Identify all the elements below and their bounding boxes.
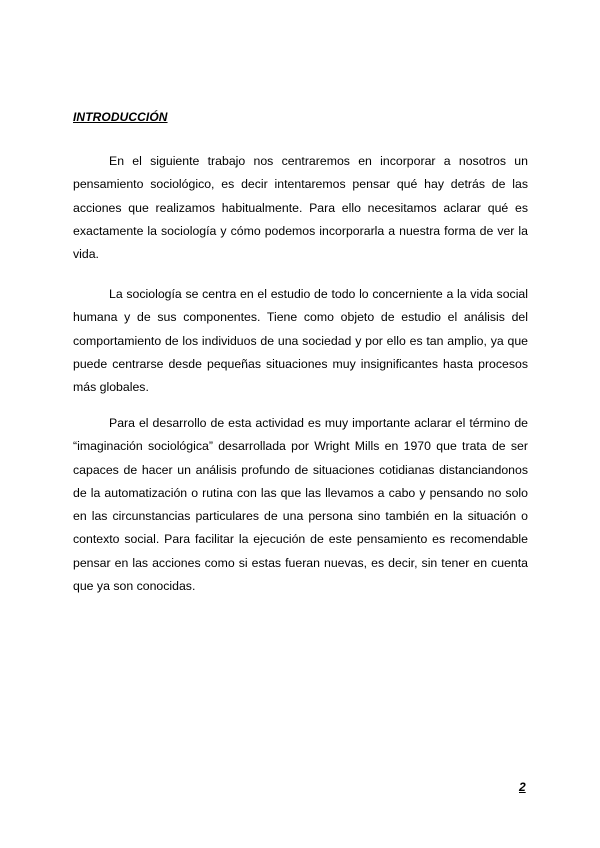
section-heading: INTRODUCCIÓN (73, 110, 168, 124)
paragraph-sociology-definition: La sociología se centra en el estudio de todo lo concerniente a la vida social humana y de sus componentes. Tiene como objeto de estudio el análisis del comportamiento de los individuos de una sociedad y por ello es tan amplio, ya que puede centrarse desde pequeñas situaciones muy insignificantes hasta procesos más globales. (73, 287, 528, 395)
paragraph-introduction: En el siguiente trabajo nos centraremos en incorporar a nosotros un pensamiento sociológico, es decir intentaremos pensar qué hay detrás de las acciones que realizamos habitualmente. Para ello necesitamos aclarar qué es exactamente la sociología y cómo podemos incorporarla a nuestra forma de ver la vida. (73, 154, 528, 262)
paragraph-sociological-imagination: Para el desarrollo de esta actividad es muy importante aclarar el término de “imaginación sociológica” desarrollada por Wright Mills en 1970 que trata de ser capaces de hacer un análisis profundo de situaciones cotidianas distanciandonos de la automatización o rutina con las que las llevamos a cabo y pensando no solo en las circunstancias particulares de una persona sino también en la situación o contexto social. Para facilitar la ejecución de este pensamiento es recomendable pensar en las acciones como si estas fueran nuevas, es decir, sin tener en cuenta que ya son conocidas. (73, 416, 528, 594)
page-number: 2 (519, 780, 526, 794)
